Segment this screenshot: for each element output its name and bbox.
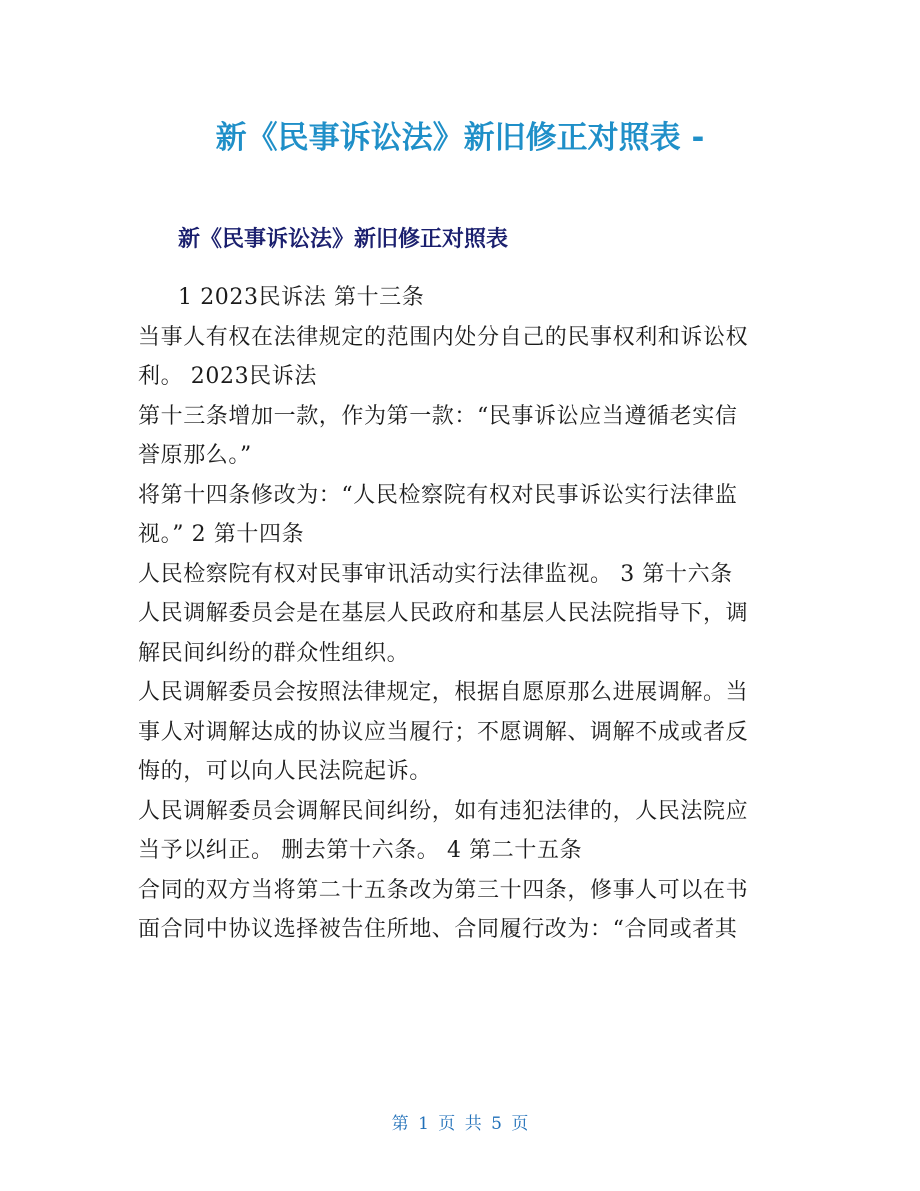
body-line: 人民调解委员会按照法律规定，根据自愿原那么进展调解。当: [138, 680, 749, 705]
body-line: 人民检察院有权对民事审讯活动实行法律监视。 3 第十六条: [138, 561, 733, 587]
body-line: 将第十四条修改为：“人民检察院有权对民事诉讼实行法律监: [138, 482, 738, 508]
page-number-footer: 第 1 页 共 5 页: [391, 1114, 529, 1134]
body-line: 视。” 2 第十四条: [138, 522, 305, 547]
document-body: [138, 278, 788, 950]
body-line: 1 2023民诉法 第十三条: [178, 285, 425, 310]
body-line: 悔的，可以向人民法院起诉。: [138, 759, 432, 784]
page-title: 新《民事诉讼法》新旧修正对照表 -: [215, 120, 705, 156]
body-line: 解民间纠纷的群众性组织。: [138, 640, 410, 666]
body-line: 誉原那么。”: [138, 443, 252, 468]
body-line: 面合同中协议选择被告住所地、合同履行改为：“合同或者其: [138, 917, 738, 942]
body-line: 事人对调解达成的协议应当履行；不愿调解、调解不成或者反: [138, 719, 749, 745]
body-line: 当事人有权在法律规定的范围内处分自己的民事权利和诉讼权: [138, 324, 749, 350]
body-line: 合同的双方当将第二十五条改为第三十四条，修事人可以在书: [138, 877, 749, 903]
section-heading: 新《民事诉讼法》新旧修正对照表: [178, 227, 509, 252]
body-line: 第十三条增加一款，作为第一款：“民事诉讼应当遵循老实信: [138, 403, 738, 429]
body-line: 人民调解委员会是在基层人民政府和基层人民法院指导下，调: [138, 601, 749, 626]
body-line: 当予以纠正。 删去第十六条。 4 第二十五条: [138, 838, 583, 863]
body-line: 利。 2023民诉法: [138, 364, 317, 389]
body-line: 人民调解委员会调解民间纠纷，如有违犯法律的，人民法院应: [138, 798, 749, 824]
